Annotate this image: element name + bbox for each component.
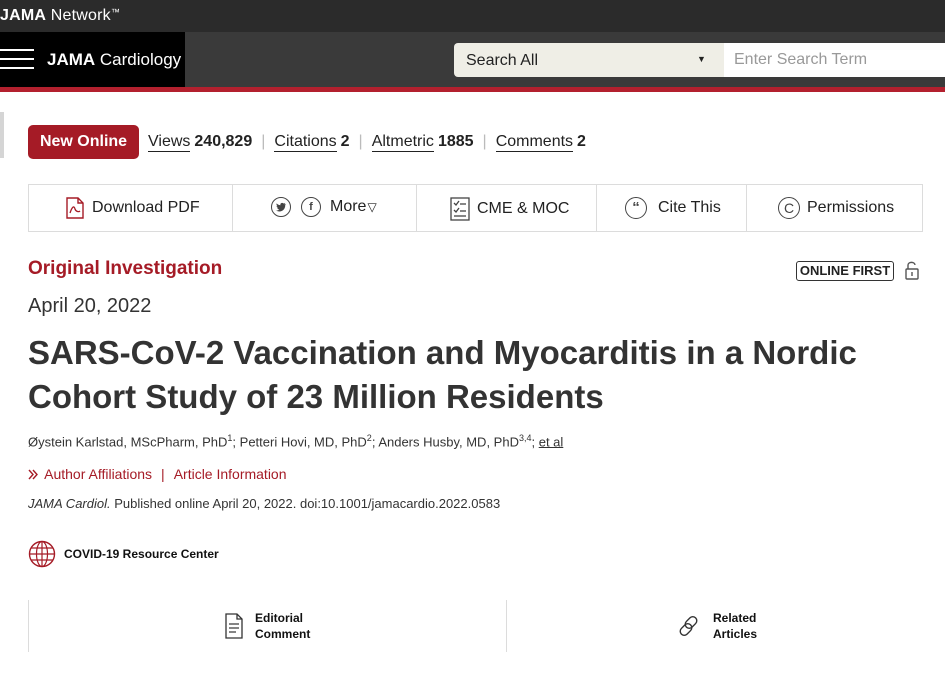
views-metric[interactable] [148,133,252,151]
related-articles-label [713,610,757,642]
hamburger-icon[interactable] [0,49,34,71]
related-content-panel [28,600,923,652]
author-separator: ; [531,434,539,450]
download-pdf-button[interactable] [29,185,233,231]
cme-moc-label: CME & MOC [477,200,570,217]
comments-label: Comments [495,133,574,150]
views-value: 240,829 [194,133,253,150]
covid-resource-center-label: COVID-19 Resource Center [64,547,219,561]
citations-value: 2 [340,133,350,150]
metric-separator: | [358,133,363,150]
citation-journal: JAMA Cardiol. [28,496,111,511]
copyright-icon: C [778,197,800,219]
document-icon [225,613,243,639]
journal-logo[interactable] [47,50,181,70]
header-accent-rule [0,87,945,92]
more-caret-icon: ▽ [367,200,377,214]
permissions-button[interactable] [747,185,922,231]
journal-name-bold: JAMA [47,50,96,69]
journal-brand-area [0,32,185,87]
article-title: SARS-CoV-2 Vaccination and Myocarditis in a Nordic Cohort Study of 23 Million Residents [28,334,857,415]
covid-resource-center-link[interactable] [28,540,219,568]
related-line1: Related [713,611,757,625]
cite-this-button[interactable] [597,185,747,231]
views-label: Views [148,133,191,150]
panel-divider [506,600,507,652]
online-first-badge: ONLINE FIRST [796,261,894,281]
link-icon [677,614,701,638]
chevron-right-icon [28,466,39,482]
author-affiliation-ref: 3,4 [518,433,532,443]
comments-metric[interactable] [496,133,586,151]
affiliations-row [28,466,287,482]
more-label[interactable]: More [330,198,367,215]
search-scope-select[interactable] [454,43,724,77]
quote-icon: “ [625,197,647,219]
article-toolbar [28,184,923,232]
citation-details: Published online April 20, 2022. doi:10.1001/jamacardio.2022.0583 [110,496,501,511]
citations-metric[interactable] [274,133,349,151]
network-logo-bold: JAMA [0,7,47,24]
network-logo-tm: ™ [110,7,121,17]
journal-header [0,32,945,87]
article-information-link[interactable]: Article Information [173,466,287,482]
cite-this-label: Cite This [658,199,721,216]
facebook-icon[interactable]: f [301,197,321,217]
related-line2: Articles [713,627,758,641]
checklist-icon [450,197,470,221]
network-bar [0,0,945,32]
download-pdf-label: Download PDF [92,199,200,216]
et-al-link[interactable]: et al [538,434,564,450]
share-more-group [233,185,417,231]
left-edge-tab [0,112,4,158]
metric-separator: | [482,133,487,150]
globe-icon [28,540,56,568]
unlock-icon [905,260,919,280]
citations-label: Citations [274,133,337,150]
network-logo-rest: Network [46,7,111,24]
editorial-line2: Comment [255,627,311,641]
journal-name-rest: Cardiology [95,50,182,69]
editorial-comment-label [255,610,310,642]
jama-network-logo[interactable] [0,7,120,25]
permissions-label: Permissions [807,199,895,216]
author-affiliations-link[interactable]: Author Affiliations [44,466,153,482]
related-articles-link[interactable] [677,610,757,642]
editorial-comment-link[interactable] [225,610,310,642]
author-affiliation-ref: 2 [366,433,372,443]
editorial-line1: Editorial [255,611,304,625]
affiliations-separator: | [161,466,165,482]
caret-down-icon: ▼ [697,54,706,64]
comments-value: 2 [577,133,586,150]
metric-separator: | [261,133,266,150]
publication-date: April 20, 2022 [28,295,152,317]
altmetric-metric[interactable] [372,133,474,151]
search-scope-label: Search All [466,52,539,69]
new-online-badge: New Online [28,125,139,159]
article-type: Original Investigation [28,258,223,279]
author-name[interactable]: ; Anders Husby, MD, PhD [371,434,519,450]
author-name[interactable]: ; Petteri Hovi, MD, PhD [232,434,367,450]
altmetric-label: Altmetric [371,133,434,150]
author-affiliation-ref: 1 [227,433,233,443]
author-name[interactable]: Øystein Karlstad, MScPharm, PhD [28,434,228,450]
pdf-icon [65,197,85,219]
search-input[interactable] [724,43,945,77]
metrics-row [148,133,586,151]
altmetric-value: 1885 [437,133,474,150]
cme-moc-button[interactable] [417,185,597,231]
citation-line [28,496,500,511]
twitter-icon[interactable] [271,197,291,217]
author-list [28,433,563,449]
